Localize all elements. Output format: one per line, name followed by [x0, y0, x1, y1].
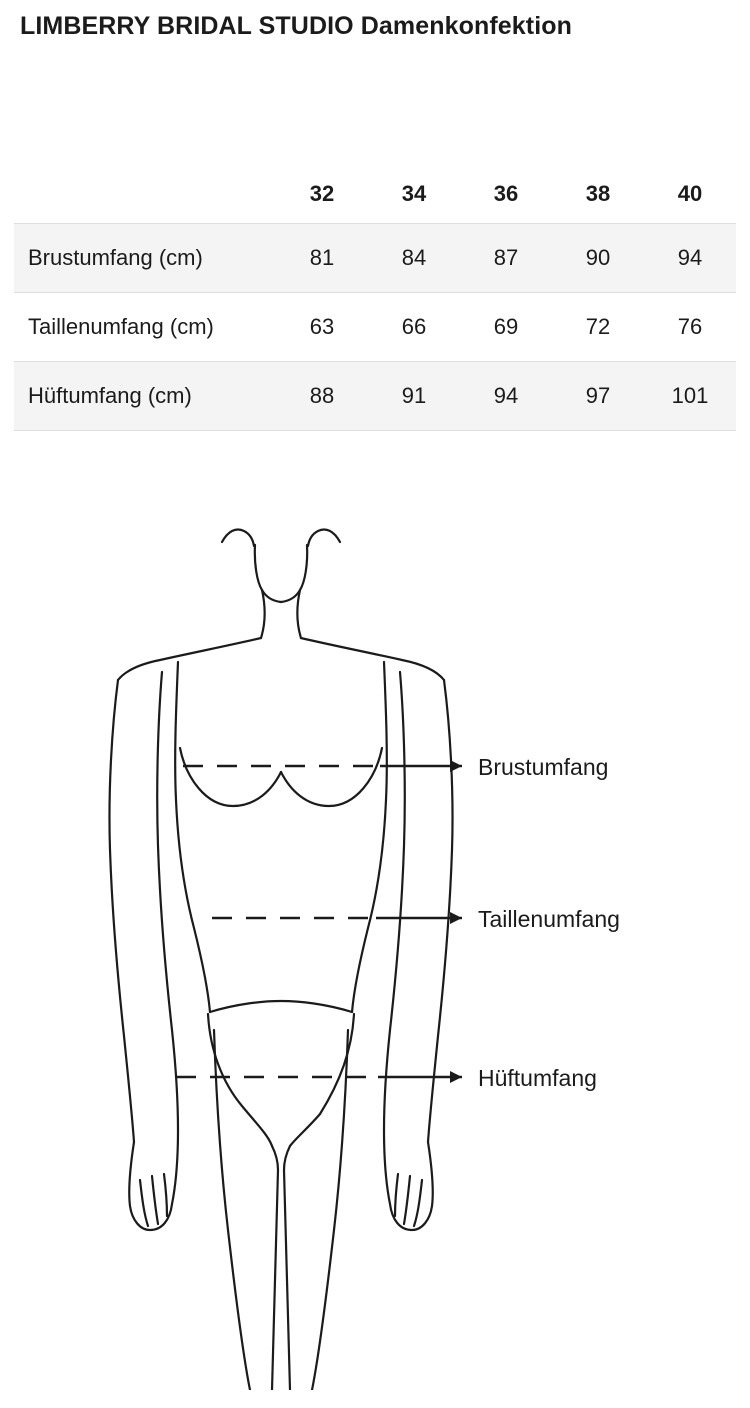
table-row [14, 361, 736, 430]
size-header-40: 40 [677, 180, 703, 206]
cell-hip-34: 91 [368, 361, 460, 430]
row-label-bust: Brustumfang (cm) [14, 223, 276, 292]
annotation-label-hip: Hüftumfang [478, 1065, 597, 1091]
cell-hip-40: 101 [644, 361, 736, 430]
cell-waist-34: 66 [368, 292, 460, 361]
cell-bust-34: 84 [368, 223, 460, 292]
size-table-header [14, 165, 736, 223]
measurement-figure [0, 490, 750, 1390]
bust-measure-line [183, 760, 462, 772]
body-outline [109, 529, 452, 1390]
cell-hip-32: 88 [276, 361, 368, 430]
size-header-32: 32 [309, 180, 335, 206]
size-table-body [14, 223, 736, 430]
cell-hip-36: 94 [460, 361, 552, 430]
cell-hip-38: 97 [552, 361, 644, 430]
table-header-row [14, 165, 736, 223]
cell-bust-40: 94 [644, 223, 736, 292]
row-label-hip: Hüftumfang (cm) [14, 361, 276, 430]
cell-bust-38: 90 [552, 223, 644, 292]
cell-bust-32: 81 [276, 223, 368, 292]
size-header-36: 36 [493, 180, 519, 206]
cell-waist-36: 69 [460, 292, 552, 361]
cell-waist-32: 63 [276, 292, 368, 361]
page-title: LIMBERRY BRIDAL STUDIO Damenkonfektion [20, 12, 572, 40]
size-header-34: 34 [401, 180, 427, 206]
annotation-label-bust: Brustumfang [478, 754, 609, 780]
cell-bust-36: 87 [460, 223, 552, 292]
annotation-label-waist: Taillenumfang [478, 906, 620, 932]
table-corner-cell [14, 165, 276, 223]
cell-waist-40: 76 [644, 292, 736, 361]
size-table [14, 165, 736, 431]
cell-waist-38: 72 [552, 292, 644, 361]
hip-measure-line [176, 1071, 462, 1083]
table-row [14, 223, 736, 292]
body-diagram-svg [0, 490, 750, 1390]
waist-measure-line [212, 912, 462, 924]
size-header-38: 38 [585, 180, 611, 206]
row-label-waist: Taillenumfang (cm) [14, 292, 276, 361]
table-row [14, 292, 736, 361]
